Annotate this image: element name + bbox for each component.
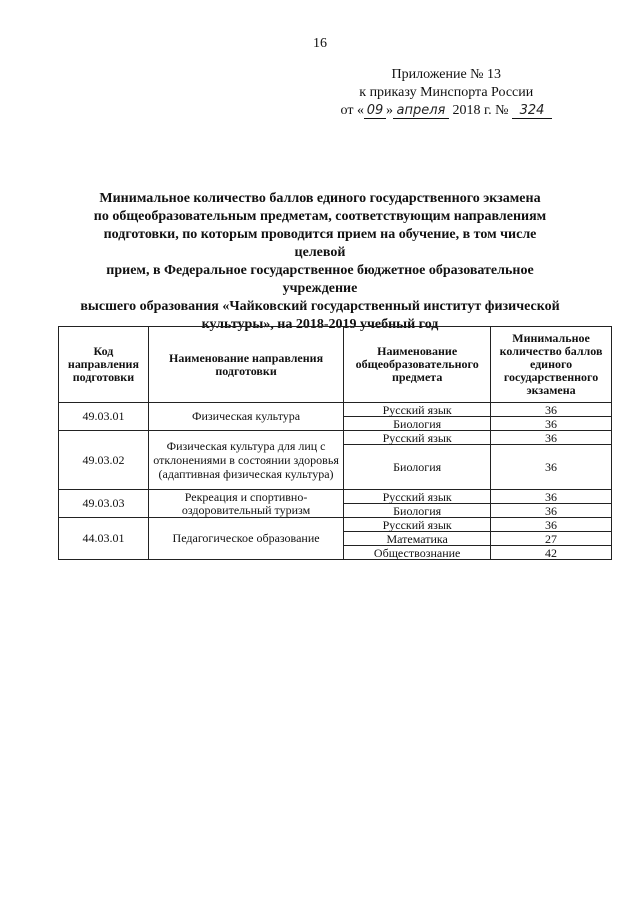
- cell-direction: Рекреация и спортивно-оздоровительный туризм: [148, 490, 343, 518]
- header-direction: Наименование направления подготовки: [148, 327, 343, 403]
- cell-subject: Русский язык: [344, 518, 491, 532]
- cell-score: 36: [491, 490, 612, 504]
- cell-subject: Русский язык: [344, 403, 491, 417]
- cell-subject: Обществознание: [344, 546, 491, 560]
- table-row: [59, 490, 612, 504]
- scores-table: [58, 326, 612, 560]
- cell-subject: Математика: [344, 532, 491, 546]
- appendix-header: [341, 66, 552, 120]
- cell-score: 36: [491, 431, 612, 445]
- appendix-order-ref: к приказу Минспорта России: [359, 85, 534, 100]
- title-line: культуры», на 2018-2019 учебный год: [201, 317, 439, 332]
- order-number: 324: [512, 104, 552, 119]
- cell-code: 49.03.02: [59, 431, 149, 490]
- cell-subject: Русский язык: [344, 490, 491, 504]
- cell-direction: Физическая культура для лиц с отклонениями в состоянии здоровья (адаптивная физическая культура): [148, 431, 343, 490]
- title-line: Минимальное количество баллов единого государственного экзамена: [99, 191, 541, 206]
- cell-code: 49.03.01: [59, 403, 149, 431]
- date-month: апреля: [393, 104, 449, 119]
- cell-score: 36: [491, 445, 612, 490]
- cell-score: 36: [491, 403, 612, 417]
- cell-subject: Биология: [344, 417, 491, 431]
- document-title: [80, 190, 560, 334]
- title-line: прием, в Федеральное государственное бюджетное образовательное учреждение: [106, 263, 534, 296]
- cell-subject: Биология: [344, 445, 491, 490]
- title-line: подготовки, по которым проводится прием на обучение, в том числе целевой: [103, 227, 537, 260]
- appendix-date-line: [341, 102, 552, 120]
- date-year: 2018 г. №: [452, 103, 509, 118]
- cell-score: 36: [491, 417, 612, 431]
- cell-subject: Биология: [344, 504, 491, 518]
- cell-score: 27: [491, 532, 612, 546]
- cell-code: 44.03.01: [59, 518, 149, 560]
- date-mid: »: [385, 103, 393, 118]
- header-code: Код направления подготовки: [59, 327, 149, 403]
- table-row: [59, 518, 612, 532]
- appendix-title: Приложение № 13: [391, 67, 502, 82]
- header-subject: Наименование общеобразовательного предмета: [344, 327, 491, 403]
- date-prefix: от «: [340, 103, 364, 118]
- title-line: по общеобразовательным предметам, соответствующим направлениям: [93, 209, 547, 224]
- cell-subject: Русский язык: [344, 431, 491, 445]
- table-header-row: [59, 327, 612, 403]
- cell-direction: Педагогическое образование: [148, 518, 343, 560]
- header-min-score: Минимальное количество баллов единого государственного экзамена: [491, 327, 612, 403]
- table-row: [59, 403, 612, 417]
- cell-direction: Физическая культура: [148, 403, 343, 431]
- cell-score: 36: [491, 518, 612, 532]
- cell-score: 36: [491, 504, 612, 518]
- table-row: [59, 431, 612, 445]
- date-day: 09: [364, 104, 386, 119]
- cell-code: 49.03.03: [59, 490, 149, 518]
- page-number: 16: [313, 36, 327, 51]
- cell-score: 42: [491, 546, 612, 560]
- title-line: высшего образования «Чайковский государственный институт физической: [80, 299, 560, 314]
